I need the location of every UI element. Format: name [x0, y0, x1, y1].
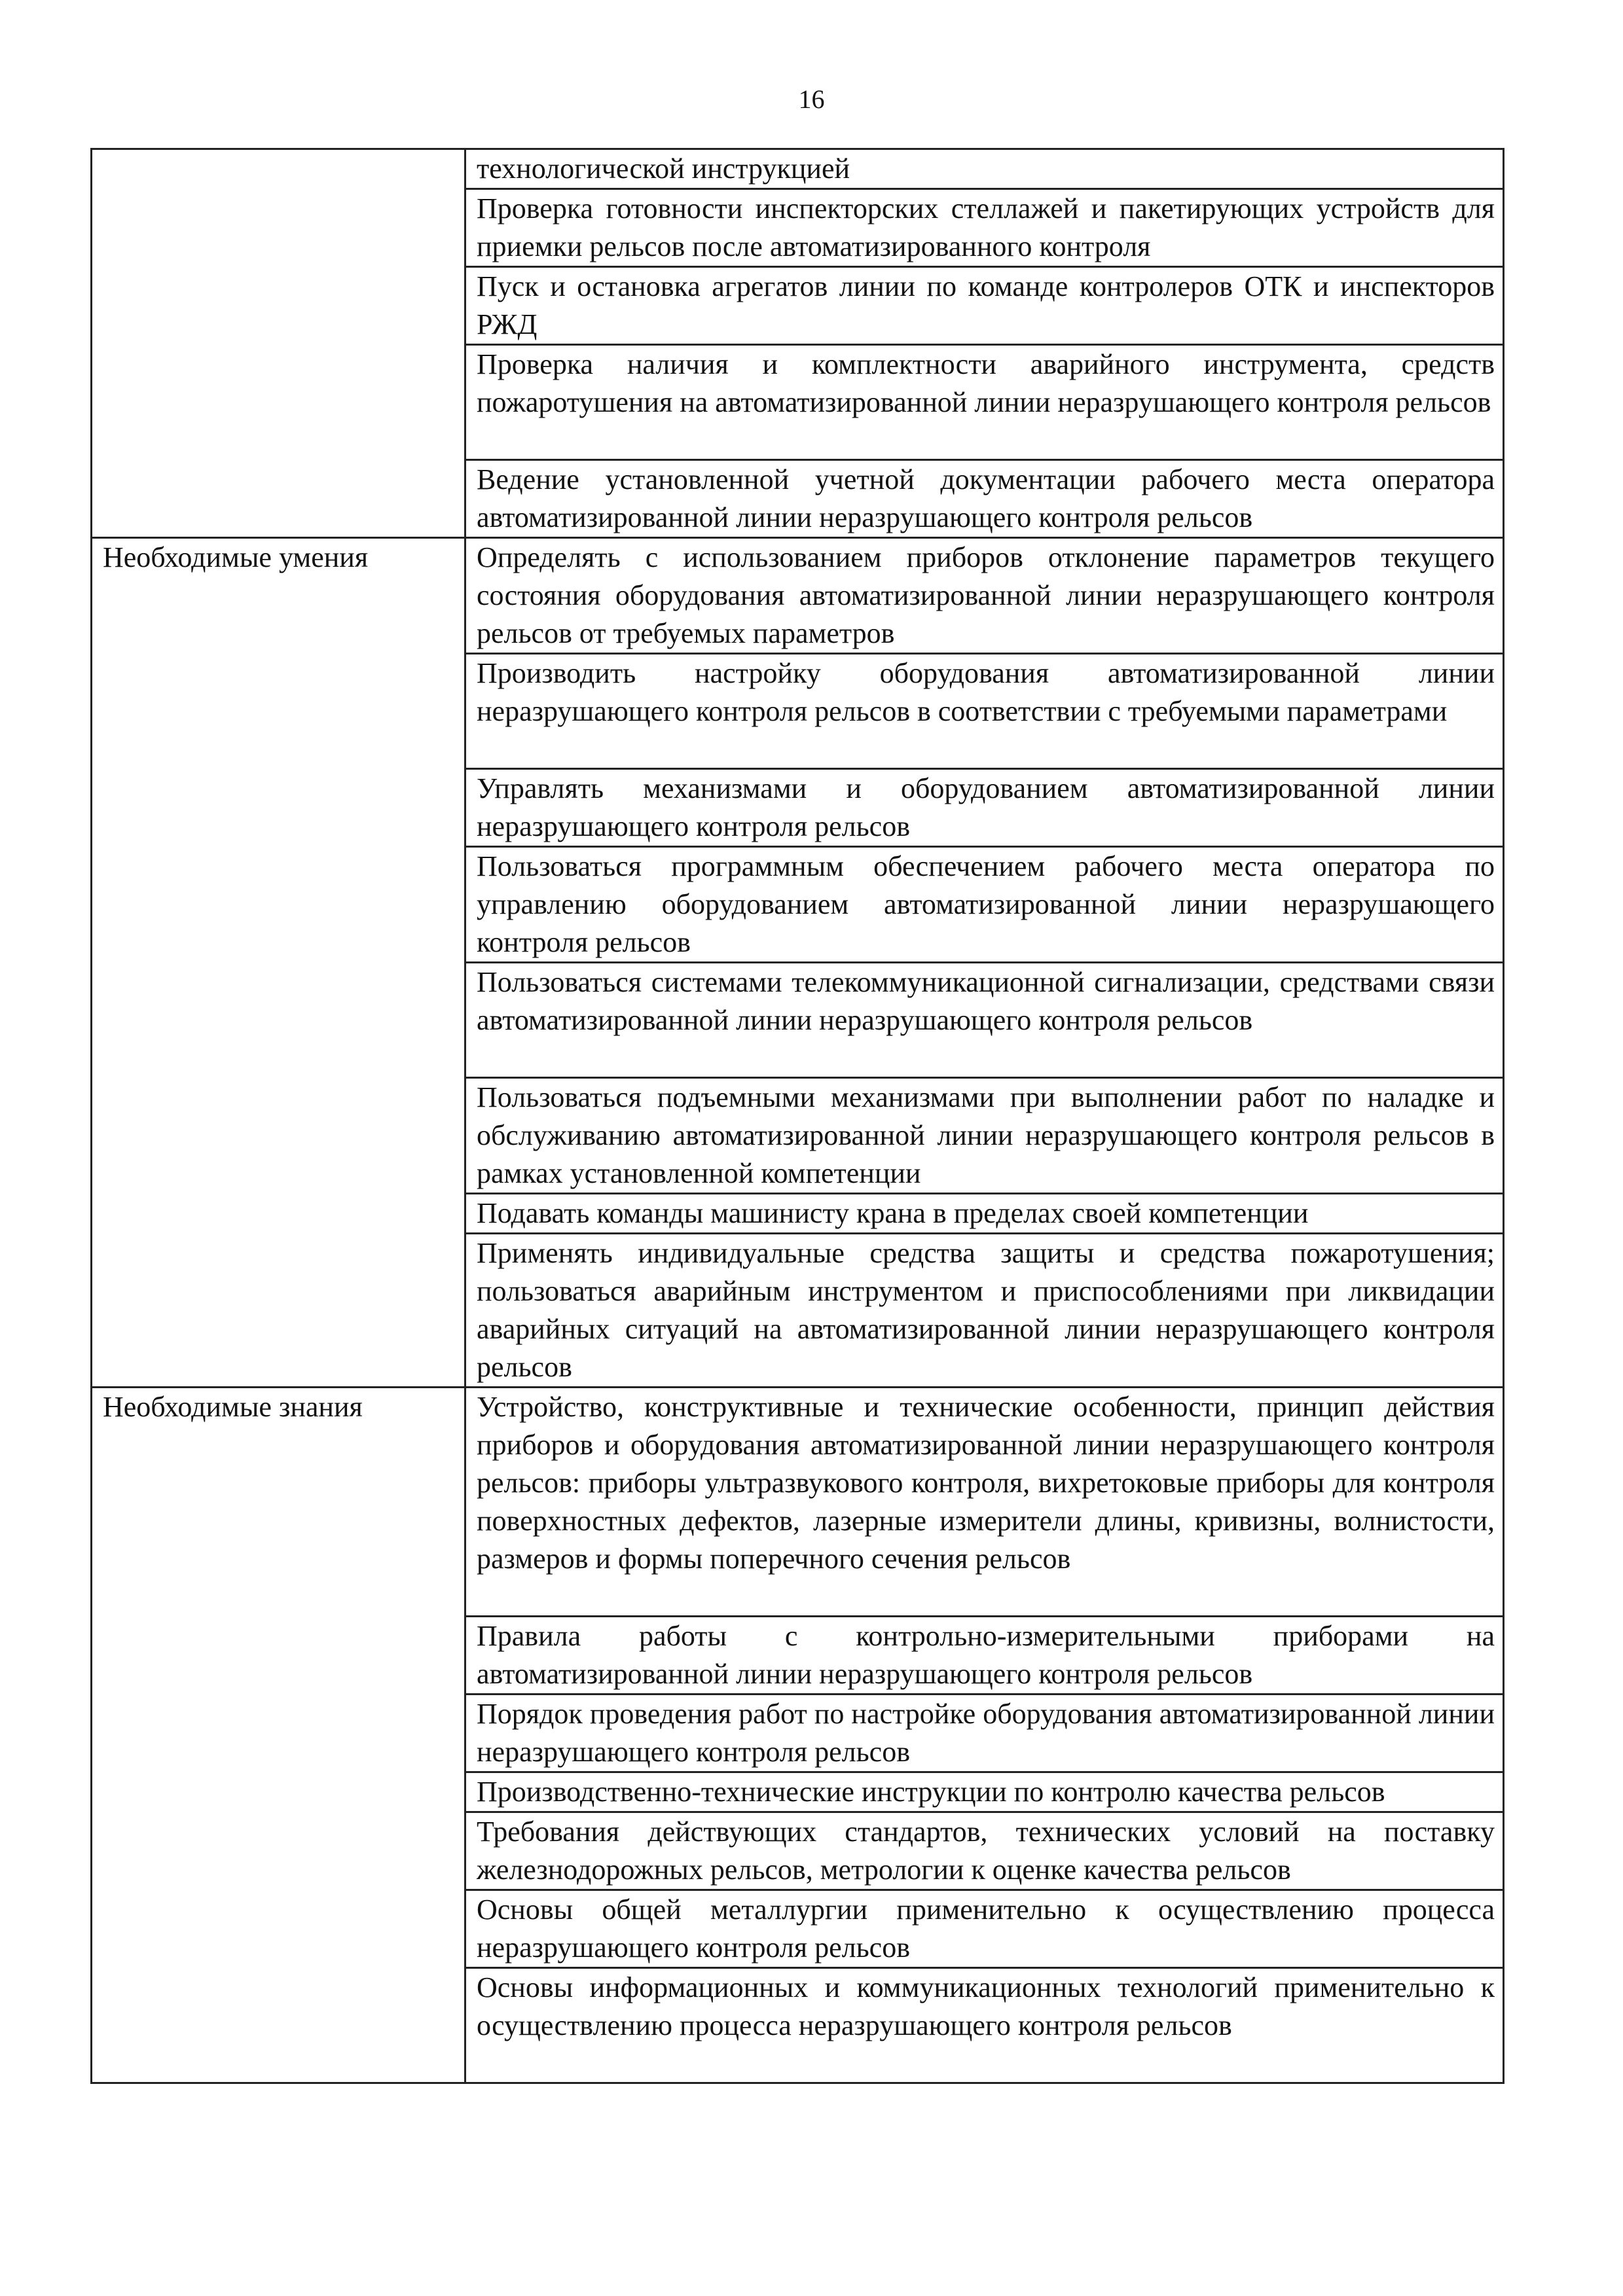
- row-label-knowledge: Необходимые знания: [92, 1388, 465, 2083]
- requirement-item: Ведение установленной учетной документации рабочего места оператора автоматизированной линии неразрушающего контроля рельсов: [465, 460, 1504, 538]
- requirement-item: Проверка наличия и комплектности аварийного инструмента, средств пожаротушения на автоматизированной линии неразрушающего контроля рельсов: [465, 345, 1504, 460]
- requirement-item: Применять индивидуальные средства защиты и средства пожаротушения; пользоваться аварийным инструментом и приспособлениями при ликвидации аварийных ситуаций на автоматизированной линии неразрушающего контроля рельсов: [465, 1234, 1504, 1388]
- row-label-empty: [92, 149, 465, 538]
- table-row: [92, 538, 1504, 654]
- requirement-item: Основы общей металлургии применительно к осуществлению процесса неразрушающего контроля рельсов: [465, 1890, 1504, 1968]
- requirement-item: технологической инструкцией: [465, 149, 1504, 189]
- requirement-item: Правила работы с контрольно-измерительными приборами на автоматизированной линии неразрушающего контроля рельсов: [465, 1617, 1504, 1695]
- requirement-item: Порядок проведения работ по настройке оборудования автоматизированной линии неразрушающего контроля рельсов: [465, 1695, 1504, 1772]
- requirement-item: Подавать команды машинисту крана в пределах своей компетенции: [465, 1194, 1504, 1234]
- requirement-item: Производить настройку оборудования автоматизированной линии неразрушающего контроля рельсов в соответствии с требуемыми параметрами: [465, 654, 1504, 769]
- requirement-item: Требования действующих стандартов, технических условий на поставку железнодорожных рельсов, метрологии к оценке качества рельсов: [465, 1812, 1504, 1890]
- requirement-item: Управлять механизмами и оборудованием автоматизированной линии неразрушающего контроля рельсов: [465, 769, 1504, 847]
- requirement-item: Определять с использованием приборов отклонение параметров текущего состояния оборудования автоматизированной линии неразрушающего контроля рельсов от требуемых параметров: [465, 538, 1504, 654]
- requirement-item: Пуск и остановка агрегатов линии по команде контролеров ОТК и инспекторов РЖД: [465, 267, 1504, 345]
- table-row: [92, 1388, 1504, 1617]
- requirement-item: Проверка готовности инспекторских стеллажей и пакетирующих устройств для приемки рельсов после автоматизированного контроля: [465, 189, 1504, 267]
- requirement-item: Производственно-технические инструкции по контролю качества рельсов: [465, 1772, 1504, 1812]
- table-row: [92, 149, 1504, 189]
- requirement-item: Пользоваться программным обеспечением рабочего места оператора по управлению оборудованием автоматизированной линии неразрушающего контроля рельсов: [465, 847, 1504, 963]
- requirements-table: [90, 148, 1504, 2084]
- requirement-item: Пользоваться подъемными механизмами при выполнении работ по наладке и обслуживанию автоматизированной линии неразрушающего контроля рельсов в рамках установленной компетенции: [465, 1078, 1504, 1194]
- table-body: [92, 149, 1504, 2083]
- requirement-item: Устройство, конструктивные и технические особенности, принцип действия приборов и оборудования автоматизированной линии неразрушающего контроля рельсов: приборы ультразвукового контроля, вихретоковые приборы для контроля поверхностных дефектов, лазерные измерители длины, кривизны, волнистости, размеров и формы поперечного сечения рельсов: [465, 1388, 1504, 1617]
- page-number: 16: [798, 84, 825, 114]
- requirement-item: Основы информационных и коммуникационных технологий применительно к осуществлению процесса неразрушающего контроля рельсов: [465, 1968, 1504, 2083]
- requirement-item: Пользоваться системами телекоммуникационной сигнализации, средствами связи автоматизированной линии неразрушающего контроля рельсов: [465, 963, 1504, 1078]
- row-label-skills: Необходимые умения: [92, 538, 465, 1388]
